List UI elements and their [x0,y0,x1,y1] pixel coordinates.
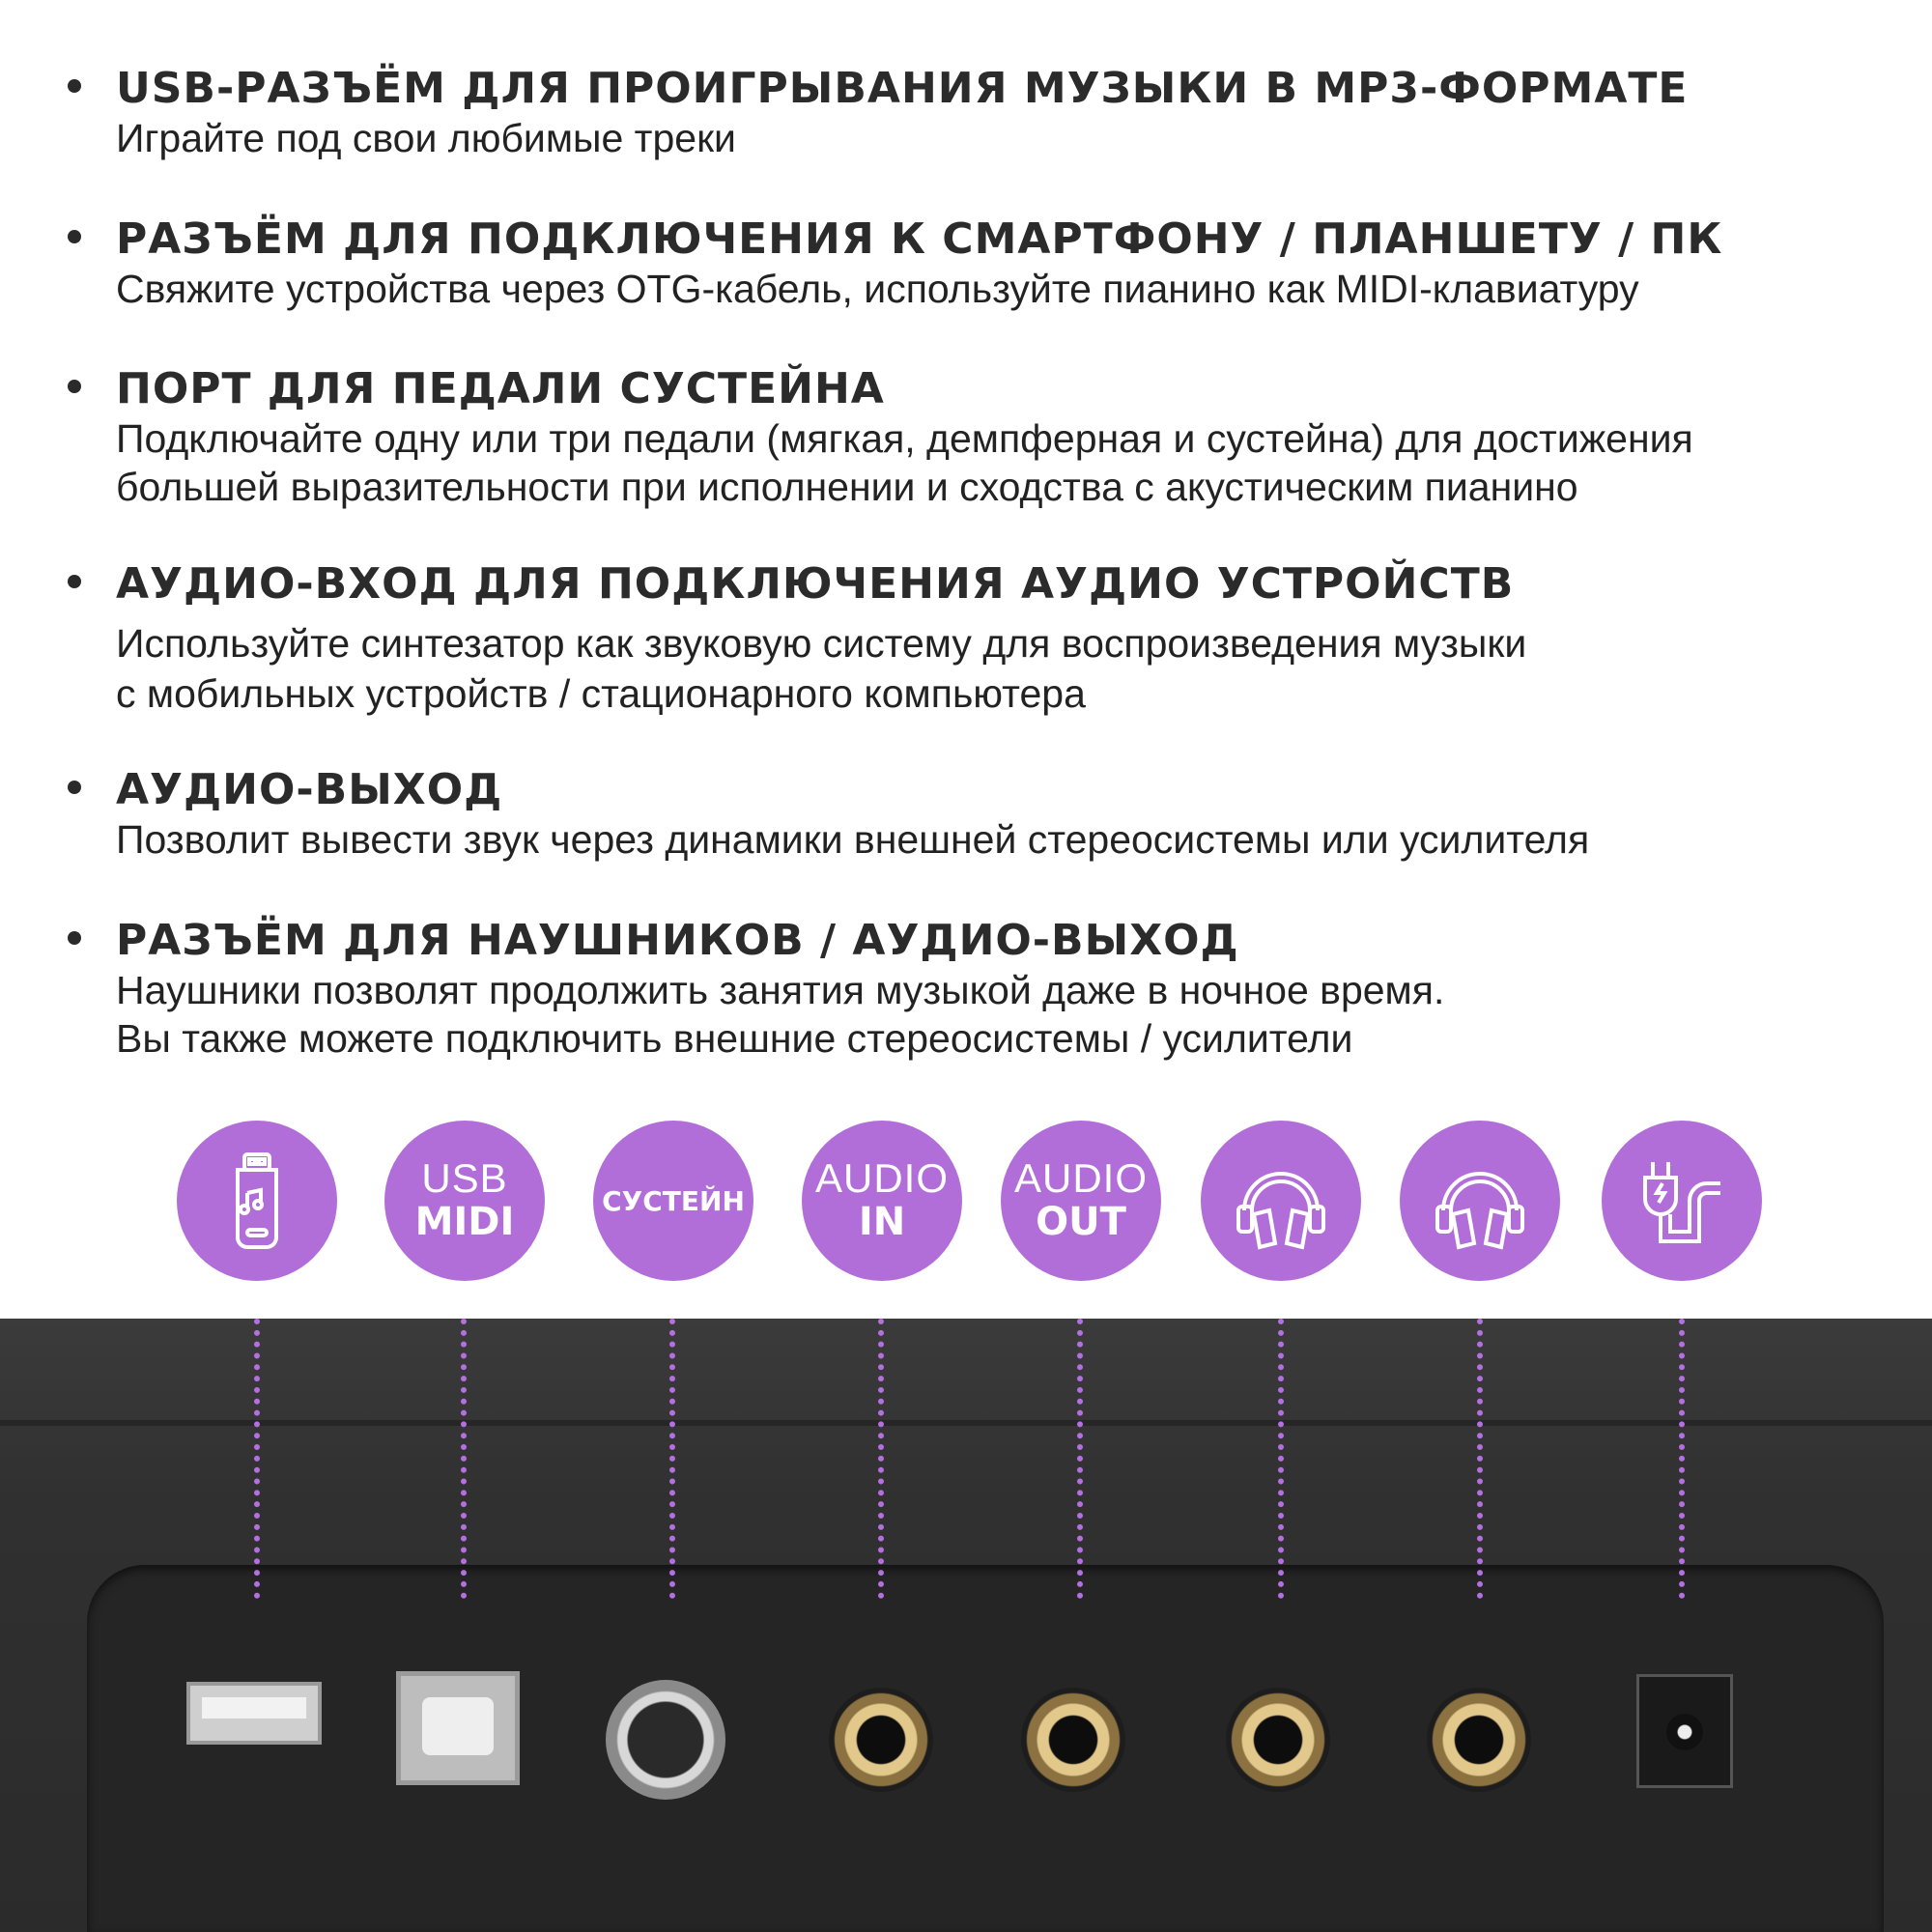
audio-label: AUDIO [1013,1155,1148,1201]
audio-label: AUDIO [814,1155,949,1201]
usb-b-port [396,1671,520,1785]
feature-title: РАЗЪЁМ ДЛЯ ПОДКЛЮЧЕНИЯ К СМАРТФОНУ / ПЛАНШЕТУ / ПК [116,214,1723,264]
usb-flash-circle [177,1121,337,1281]
feature-desc: Позволит вывести звук через динамики внешней стереосистемы или усилителя [116,817,1590,862]
bullet [68,781,81,794]
power-circle [1602,1121,1762,1281]
feature-title: АУДИО-ВХОД ДЛЯ ПОДКЛЮЧЕНИЯ АУДИО УСТРОЙСТВ [116,559,1515,609]
out-label: OUT [1036,1200,1126,1244]
dotted-connector [461,1319,472,1599]
panel-ridge [0,1420,1932,1426]
bullet [68,79,81,93]
feature-title: АУДИО-ВЫХОД [116,765,503,814]
dc-power-port [1636,1674,1733,1788]
bullet [68,931,81,945]
feature-desc: Наушники позволят продолжить занятия музыкой даже в ночное время. [116,968,1445,1012]
power-plug-icon [1624,1143,1740,1259]
feature-desc: Свяжите устройства через OTG-кабель, используйте пианино как MIDI-клавиатуру [116,267,1639,311]
audio-in-jack [829,1688,933,1792]
dotted-connector [1477,1319,1489,1599]
feature-title: ПОРТ ДЛЯ ПЕДАЛИ СУСТЕЙНА [116,364,885,413]
feature-desc: Играйте под свои любимые треки [116,116,736,160]
feature-title: USB-РАЗЪЁМ ДЛЯ ПРОИГРЫВАНИЯ МУЗЫКИ В MP3-ФОРМАТЕ [116,64,1689,113]
dotted-connector [1077,1319,1089,1599]
headphones-jack [1226,1688,1330,1792]
port-icons-row [0,1121,1932,1304]
feature-desc: Вы также можете подключить внешние стереосистемы / усилители [116,1016,1353,1061]
dotted-connector [669,1319,681,1599]
bullet [68,380,81,393]
bullet [68,575,81,588]
port-plate [87,1565,1884,1932]
headphones-circle [1400,1121,1560,1281]
sustain-din-port [606,1680,725,1800]
headphones-icon [1223,1143,1339,1259]
dotted-connector [1679,1319,1690,1599]
usb-flash-music-icon [199,1143,315,1259]
feature-title: РАЗЪЁМ ДЛЯ НАУШНИКОВ / АУДИО-ВЫХОД [116,916,1239,965]
audio-out-jack [1021,1688,1125,1792]
usb-midi-circle [384,1121,545,1281]
bullet [68,230,81,243]
audio-in-circle [802,1121,962,1281]
midi-label: MIDI [414,1200,515,1244]
headphones-jack [1427,1688,1531,1792]
sustain-circle [593,1121,753,1281]
usb-label: USB [421,1155,508,1201]
feature-desc: Подключайте одну или три педали (мягкая, демпферная и сустейна) для достижения [116,416,1693,461]
dotted-connector [878,1319,890,1599]
sustain-label: СУСТЕЙН [602,1184,745,1217]
feature-desc: большей выразительности при исполнении и сходства с акустическим пианино [116,465,1578,509]
dotted-connector [1278,1319,1290,1599]
audio-out-circle [1001,1121,1161,1281]
rear-panel [0,1319,1932,1932]
headphones-circle [1201,1121,1361,1281]
headphones-icon [1422,1143,1538,1259]
feature-desc: Используйте синтезатор как звуковую систему для воспроизведения музыки [116,621,1527,666]
usb-a-port [186,1682,322,1745]
dotted-connector [254,1319,266,1599]
feature-desc: с мобильных устройств / стационарного компьютера [116,671,1086,716]
in-label: IN [858,1200,906,1244]
